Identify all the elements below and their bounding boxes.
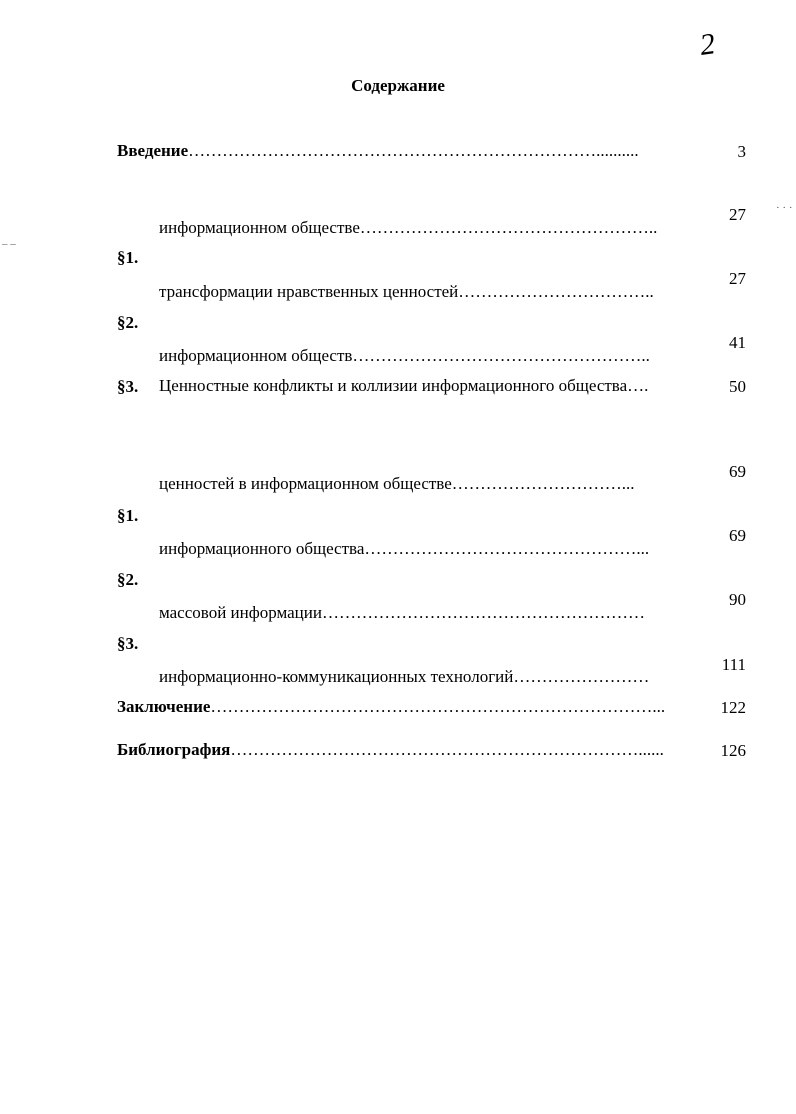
section-title-cont: трансформации нравственных ценностей…………………………….. xyxy=(159,282,654,301)
section-number: §1. xyxy=(117,506,139,525)
toc-page-number: 126 xyxy=(720,741,746,760)
section-number: §2. xyxy=(117,313,139,332)
section-number: §2. xyxy=(117,570,139,589)
toc-page-number: 27 xyxy=(729,269,746,288)
toc-page-number: 90 xyxy=(729,590,746,609)
toc-entry-intro xyxy=(117,142,639,159)
toc-page-number: 122 xyxy=(720,698,746,717)
toc-page-number: 111 xyxy=(721,655,746,674)
section-title-cont: информационно-коммуникационных технологий…………………… xyxy=(159,667,650,686)
handwritten-page-number: 2 xyxy=(697,27,718,62)
section-title-cont: массовой информации………………………………………………… xyxy=(159,603,645,622)
chapter-2-title-cont: ценностей в информационном обществе…………………………... xyxy=(159,474,635,493)
toc-label: Введение xyxy=(117,141,189,160)
section-number: §1. xyxy=(117,248,139,267)
section-title: Ценностные конфликты и коллизии информационного общества…. xyxy=(159,376,649,395)
toc-entry-conclusion xyxy=(117,698,665,715)
scan-mark: – – xyxy=(2,238,16,250)
toc-page-number: 27 xyxy=(729,205,746,224)
toc-label: Заключение xyxy=(117,697,211,716)
chapter-1-title-cont: информационном обществе…………………………………………….. xyxy=(159,218,658,237)
section-number: §3. xyxy=(117,634,139,653)
toc-leader: ………………………………………………………………...... xyxy=(230,740,664,759)
scan-mark: · · · xyxy=(776,202,793,214)
toc-leader: ……………………………………………………………………... xyxy=(210,697,666,716)
toc-page-number: 50 xyxy=(729,377,746,396)
toc-entry-bibliography xyxy=(117,741,664,758)
toc-leader: ……………………………………………………………….......... xyxy=(188,141,639,160)
toc-page-number: 69 xyxy=(729,462,746,481)
section-number: §3. xyxy=(117,377,139,396)
toc-label: Библиография xyxy=(117,740,231,759)
toc-page-number: 3 xyxy=(737,142,746,161)
page-title: Содержание xyxy=(351,76,445,95)
toc-page-number: 69 xyxy=(729,526,746,545)
section-title-cont: информационном обществ…………………………………………….. xyxy=(159,346,650,365)
section-title-cont: информационного общества…………………………………………... xyxy=(159,539,650,558)
toc-page-number: 41 xyxy=(729,333,746,352)
